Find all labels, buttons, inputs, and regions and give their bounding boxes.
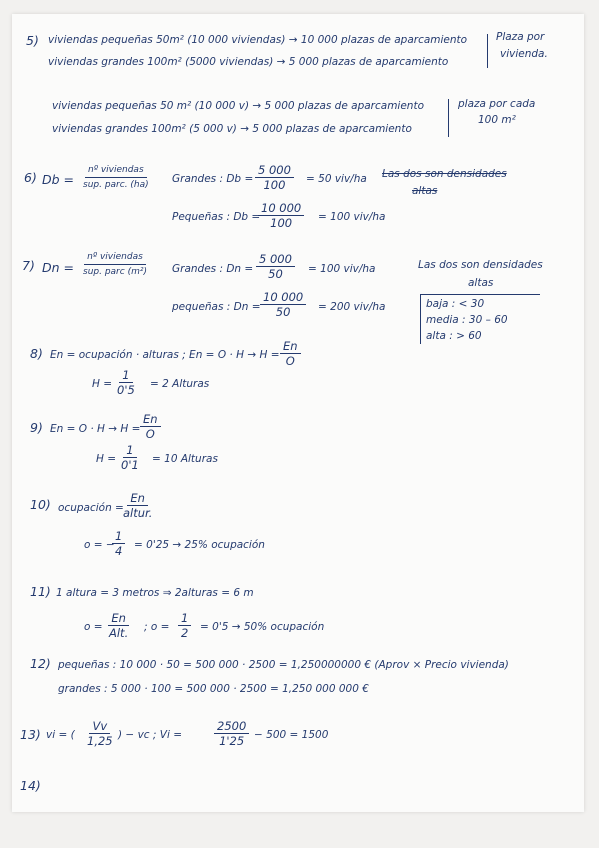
s11-o-fraction: En Alt.: [109, 611, 129, 640]
s12-line-1: pequeñas : 10 000 · 50 = 500 000 · 2500 = 1,250000000 € (Aprov × Precio vivienda): [58, 659, 509, 671]
s6-grandes-result: = 50 viv/ha: [306, 173, 367, 185]
s11-number: 11): [30, 584, 51, 599]
s6-pequenas-result: = 100 viv/ha: [318, 211, 386, 223]
s7-pequenas-result: = 200 viv/ha: [318, 301, 386, 313]
s12-number: 12): [30, 656, 51, 671]
s7-density-media: media : 30 – 60: [426, 314, 508, 326]
s10-o-label: o = −: [84, 539, 115, 551]
s9-line-1: En = O · H → H =: [50, 423, 141, 435]
s9-fraction: $\frac{En}{O}$: [140, 412, 161, 441]
s5-line-3: viviendas pequeñas 50 m² (10 000 v) → 5 000 plazas de aparcamiento: [52, 100, 425, 112]
s9-h-result: = 10 Alturas: [152, 453, 218, 465]
s7-density-alta: alta : > 60: [426, 330, 482, 342]
s13-result: − 500 = 1500: [254, 729, 329, 741]
s6-struck-note-2: altas: [412, 185, 438, 197]
s7-formula-fraction: nº viviendas sup. parc (m²): [83, 252, 147, 277]
s8-number: 8): [30, 346, 43, 361]
s7-grandes-result: = 100 viv/ha: [308, 263, 376, 275]
s10-line-1: ocupación =: [58, 502, 124, 514]
s11-line-1: 1 altura = 3 metros ⇒ 2alturas = 6 m: [56, 587, 254, 599]
s7-grandes-fraction: $\frac{5 000}{50}$: [256, 252, 295, 281]
s5-line-4: viviendas grandes 100m² (5 000 v) → 5 000 plazas de aparcamiento: [52, 123, 412, 135]
s6-number: 6): [24, 170, 37, 185]
s7-number: 7): [22, 258, 35, 273]
s5-note-1: Plaza por: [496, 31, 545, 43]
s10-o-fraction: $\frac{1}{4}$: [112, 529, 125, 558]
s5-line-2: viviendas grandes 100m² (5000 viviendas) → 5 000 plazas de aparcamiento: [48, 56, 449, 68]
s11-o2-result: = 0'5 → 50% ocupación: [200, 621, 325, 633]
s10-o-result: = 0'25 → 25% ocupación: [134, 539, 265, 551]
s6-grandes-fraction: $\frac{5 000}{100}$: [255, 163, 294, 192]
s8-fraction: $\frac{En}{O}$: [280, 339, 301, 368]
s6-pequenas-label: Pequeñas : Db =: [172, 211, 261, 223]
s11-o2-fraction: $\frac{1}{2}$: [178, 611, 191, 640]
s7-lhs: Dn =: [42, 260, 74, 275]
s13-mid: ) − vc ; Vi =: [118, 729, 183, 741]
s5-line-1: viviendas pequeñas 50m² (10 000 viviendas) → 10 000 plazas de aparcamiento: [48, 34, 468, 46]
s11-o2-label: ; o =: [144, 621, 170, 633]
s5-number: 5): [26, 33, 39, 48]
s14-number: 14): [20, 778, 41, 793]
s6-pequenas-fraction: $\frac{10 000}{100}$: [258, 201, 304, 230]
s9-number: 9): [30, 420, 43, 435]
s11-o-label: o =: [84, 621, 103, 633]
s7-density-table-rule: [420, 294, 540, 295]
s7-density-baja: baja : < 30: [426, 298, 485, 310]
s7-grandes-label: Grandes : Dn =: [172, 263, 254, 275]
s10-fraction: En altur.: [123, 491, 153, 520]
s12-line-2: grandes : 5 000 · 100 = 500 000 · 2500 = 1,250 000 000 €: [58, 683, 369, 695]
s8-h-label: H =: [92, 378, 113, 390]
s9-h-fraction: $\frac{1}{0'1}$: [121, 443, 139, 472]
s5-note-4: 100 m²: [478, 114, 516, 126]
s8-h-fraction: $\frac{1}{0'5}$: [117, 368, 135, 397]
s7-pequenas-fraction: $\frac{10 000}{50}$: [260, 290, 306, 319]
s13-lhs: vi = (: [46, 729, 75, 741]
s13-fraction-1: $\frac{Vv}{1,25}$: [87, 719, 113, 748]
s7-density-table-bar: [420, 294, 421, 344]
s6-formula-fraction: nº viviendas sup. parc. (ha): [83, 165, 149, 190]
s6-lhs: Db =: [42, 172, 75, 187]
s6-grandes-label: Grandes : Db =: [172, 173, 254, 185]
s5-brace-1: [487, 34, 488, 68]
s7-note-1: Las dos son densidades: [418, 259, 543, 271]
s7-pequenas-label: pequeñas : Dn =: [172, 301, 261, 313]
s8-h-result: = 2 Alturas: [150, 378, 210, 390]
s8-line-1: En = ocupación · alturas ; En = O · H → H =: [50, 349, 280, 361]
s7-note-2: altas: [468, 277, 494, 289]
s5-note-2: vivienda.: [500, 48, 548, 60]
s13-number: 13): [20, 727, 41, 742]
s5-brace-2: [448, 99, 449, 137]
s10-number: 10): [30, 497, 51, 512]
s6-struck-note-1: Las dos son densidades: [382, 168, 507, 180]
s9-h-label: H =: [96, 453, 117, 465]
s5-note-3: plaza por cada: [458, 98, 536, 110]
s13-fraction-2: $\frac{2500}{1'25}$: [214, 719, 249, 748]
